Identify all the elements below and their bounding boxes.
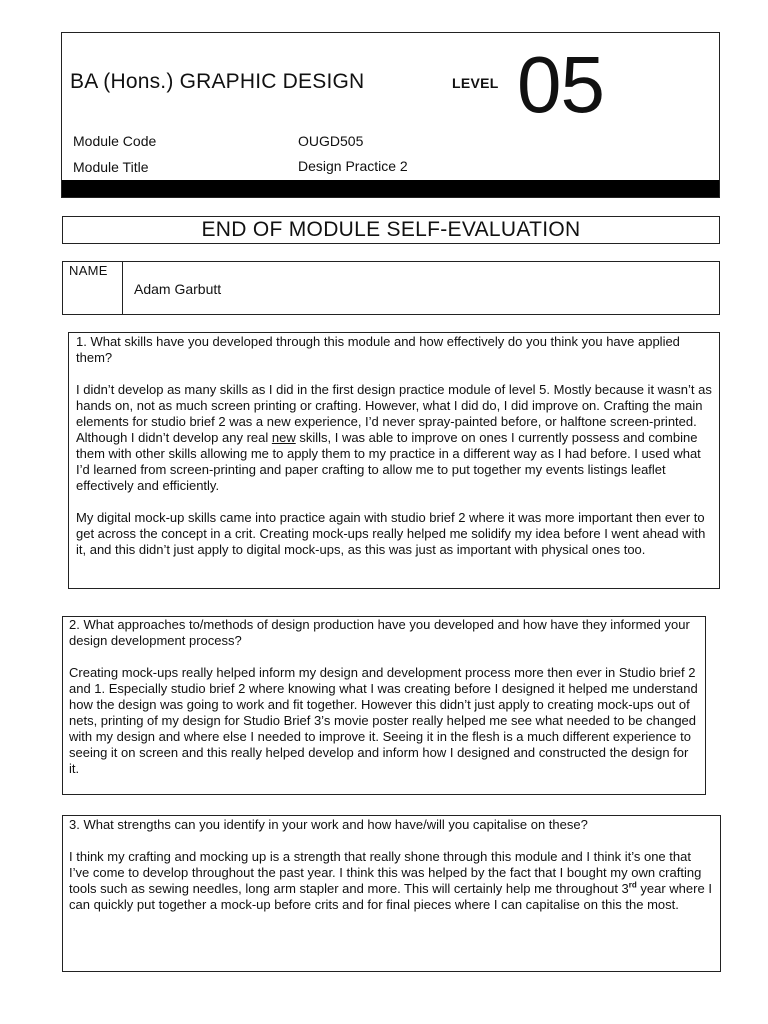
answer-text: I didn’t develop as many skills as I did in the first design practice module of level 5. Mostly because it wasn’t as hands on, not as much screen printing or crafting. However, what I did do, I did improve on. Crafting the main elements for studio brief 2 was a new experience, I’d never spray-painted before, or halftone screen-printed. Although I didn’t develop any real (76, 382, 712, 445)
header-divider-bar (62, 180, 719, 197)
underlined-word: new (271, 430, 296, 445)
module-title-value: Design Practice 2 (298, 158, 408, 174)
module-title-label: Module Title (73, 159, 149, 175)
answer-text: I think my crafting and mocking up is a strength that really shone through this module and I think it’s one that I’ve come to develop throughout the past year. I think this was helped by the fact that I bought my own crafting tools such as sewing needles, long arm stapler and more. This will certainly help me throughout 3 (69, 849, 702, 896)
module-code-value: OUGD505 (298, 133, 364, 149)
question-1-box (68, 332, 720, 589)
course-title: BA (Hons.) GRAPHIC DESIGN (70, 70, 365, 93)
answer-text: year where I can quickly put together a mock-up before crits and for final pieces where I can capitalise on this the most. (69, 881, 712, 912)
answer-text: skills, I was able to improve on ones I currently possess and combine them with other skills allowing me to apply them to my practice in a different way as I had before. I used what I’d learned from screen-printing and paper crafting to allow me to put together my events listings leaflet effectively and efficiently. (76, 430, 701, 493)
question-1-text: 1. What skills have you developed through this module and how effectively do you think you have applied them? (76, 334, 680, 365)
module-header (61, 32, 720, 198)
module-code-label: Module Code (73, 133, 157, 149)
name-label: NAME (69, 263, 108, 278)
question-3-box (62, 815, 721, 972)
title-box (62, 216, 720, 244)
question-2-box (62, 616, 706, 795)
level-number: 05 (517, 40, 604, 129)
level-label: LEVEL (452, 75, 499, 91)
name-box (62, 261, 720, 315)
question-3-text: 3. What strengths can you identify in your work and how have/will you capitalise on these? (69, 817, 588, 832)
ordinal-suffix: rd (628, 880, 637, 890)
question-2-answer: Creating mock-ups really helped inform my design and development process more then ever in Studio brief 2 and 1. Especially studio brief 2 where knowing what I was creating before I designed it helped me understand how the design was going to work and fit together. However this didn’t just apply to creating mock-ups out of nets, printing of my design for Studio Brief 3’s movie poster really helped me see what needed to be changed with my design and where else I needed to improve it. Seeing it in the flesh is a much different experience to seeing it on screen and this really helped develop and inform how I designed and constructed the design for it. (69, 665, 698, 776)
name-divider (122, 262, 123, 314)
page-title: END OF MODULE SELF-EVALUATION (201, 218, 581, 241)
question-1-answer-paragraph-2: My digital mock-up skills came into practice again with studio brief 2 where it was more important then ever to get across the concept in a crit. Creating mock-ups really helped me solidify my idea before I went ahead with it, and this didn’t just apply to digital mock-ups, as this was just as important with physical ones too. (76, 510, 706, 557)
question-1-answer-paragraph-1 (76, 382, 713, 494)
name-value: Adam Garbutt (134, 281, 222, 297)
question-3-answer (69, 849, 714, 913)
question-2-text: 2. What approaches to/methods of design production have you developed and how have they informed your design development process? (69, 617, 690, 648)
